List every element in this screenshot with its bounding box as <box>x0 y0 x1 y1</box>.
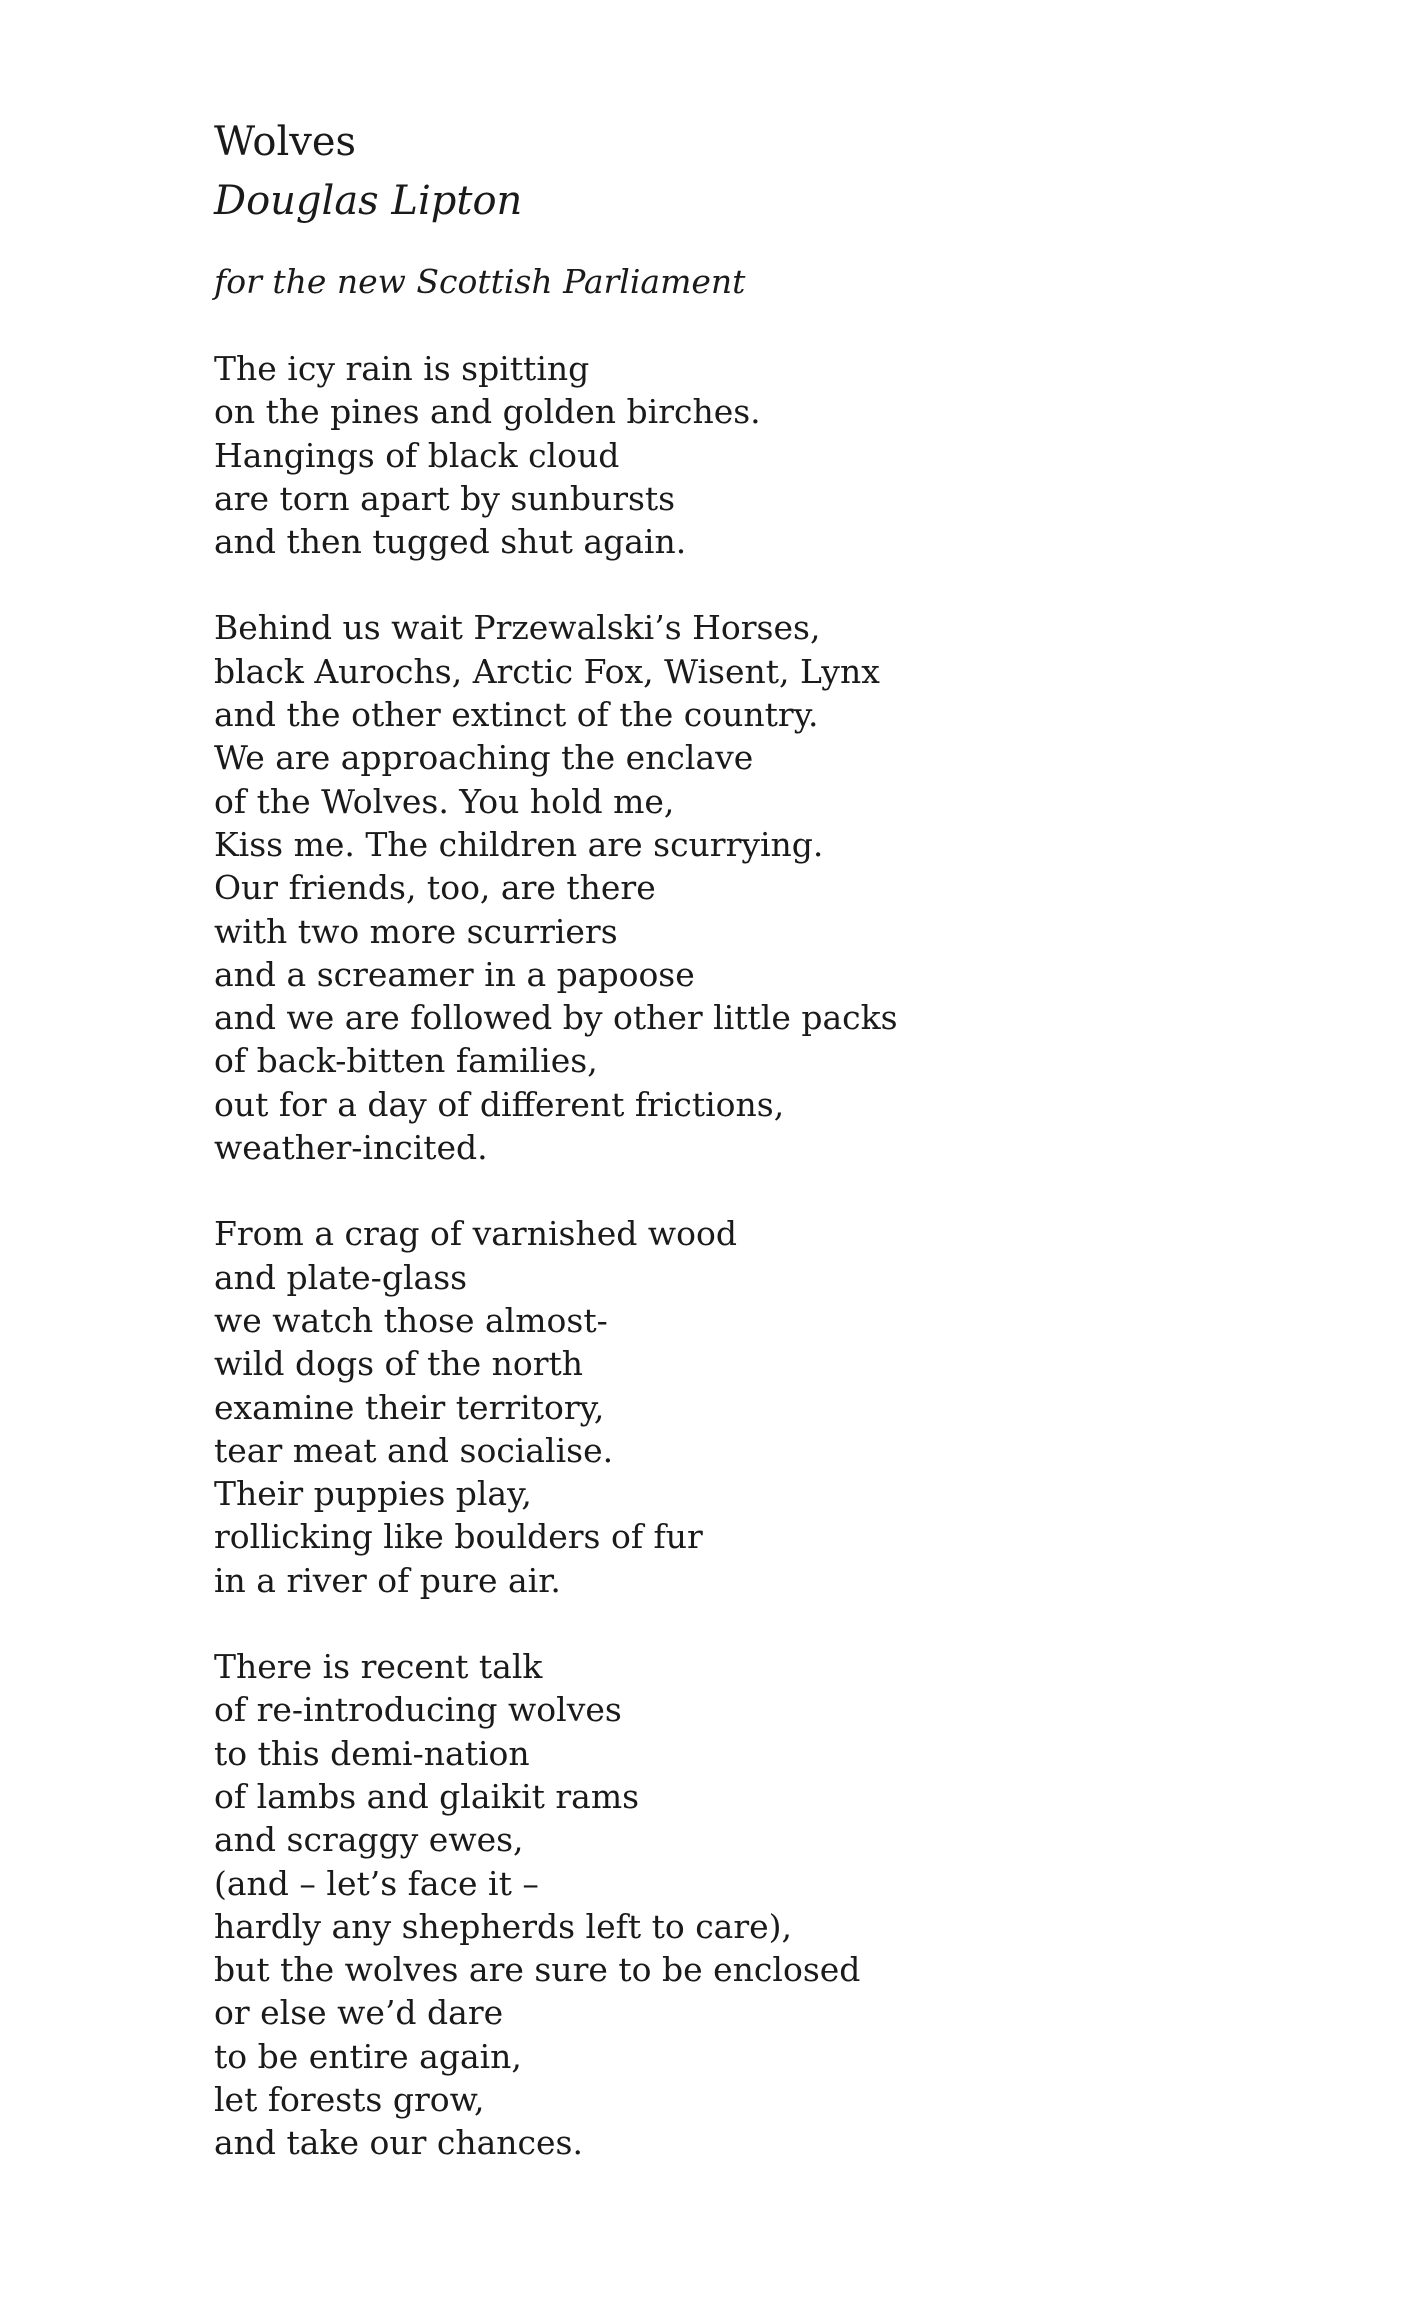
poem-line: on the pines and golden birches. <box>214 392 761 432</box>
poem-dedication: for the new Scottish Parliament <box>214 262 746 301</box>
poem-line: or else we’d dare <box>214 1993 504 2033</box>
poem-line: hardly any shepherds left to care), <box>214 1906 793 1946</box>
poem-line: (and – let’s face it – <box>214 1863 539 1903</box>
poem-line: and a screamer in a papoose <box>214 954 695 994</box>
poem-line: wild dogs of the north <box>214 1344 584 1384</box>
poem-line: of lambs and glaikit rams <box>214 1776 640 1816</box>
poem-line: tear meat and socialise. <box>214 1430 614 1470</box>
poem-line: are torn apart by sunbursts <box>214 478 676 518</box>
poem-body <box>214 347 1214 2165</box>
poem-line: we watch those almost- <box>214 1300 608 1340</box>
poem-line: to be entire again, <box>214 2036 522 2076</box>
poem-line: Kiss me. The children are scurrying. <box>214 824 824 864</box>
stanza <box>214 1212 1214 1602</box>
poem-line: Our friends, too, are there <box>214 868 656 908</box>
poem-line: The icy rain is spitting <box>214 349 590 388</box>
poem-line: out for a day of different frictions, <box>214 1084 785 1124</box>
poem-line: weather-incited. <box>214 1128 488 1168</box>
poem-line: and we are followed by other little packs <box>214 998 898 1038</box>
stanza <box>214 606 1214 1169</box>
poem-line: in a river of pure air. <box>214 1560 561 1600</box>
poem-line: From a crag of varnished wood <box>214 1214 737 1254</box>
poem-page <box>214 112 1214 2208</box>
poem-line: Hangings of black cloud <box>214 435 620 475</box>
poem-line: Behind us wait Przewalski’s Horses, <box>214 608 821 648</box>
poem-line: We are approaching the enclave <box>214 738 754 778</box>
poem-line: black Aurochs, Arctic Fox, Wisent, Lynx <box>214 651 880 691</box>
poem-line: let forests grow, <box>214 2079 485 2119</box>
poem-line: and the other extinct of the country. <box>214 695 819 735</box>
poem-line: with two more scurriers <box>214 911 618 951</box>
poem-line: examine their territory, <box>214 1387 605 1427</box>
poem-line: but the wolves are sure to be enclosed <box>214 1950 861 1990</box>
poem-title: Wolves <box>214 119 357 165</box>
poem-line: and take our chances. <box>214 2123 583 2163</box>
poem-line: There is recent talk <box>214 1647 543 1687</box>
poem-line: of back-bitten families, <box>214 1041 598 1081</box>
poem-line: of re-introducing wolves <box>214 1690 622 1730</box>
poem-line: and plate-glass <box>214 1257 468 1297</box>
poem-line: of the Wolves. You hold me, <box>214 781 675 821</box>
poem-line: rollicking like boulders of fur <box>214 1517 703 1557</box>
stanza <box>214 1645 1214 2165</box>
stanza <box>214 347 1214 563</box>
poem-line: and then tugged shut again. <box>214 522 687 562</box>
poem-line: Their puppies play, <box>214 1474 532 1514</box>
poem-line: and scraggy ewes, <box>214 1820 524 1860</box>
poem-line: to this demi-nation <box>214 1733 530 1773</box>
poem-author: Douglas Lipton <box>214 178 523 224</box>
